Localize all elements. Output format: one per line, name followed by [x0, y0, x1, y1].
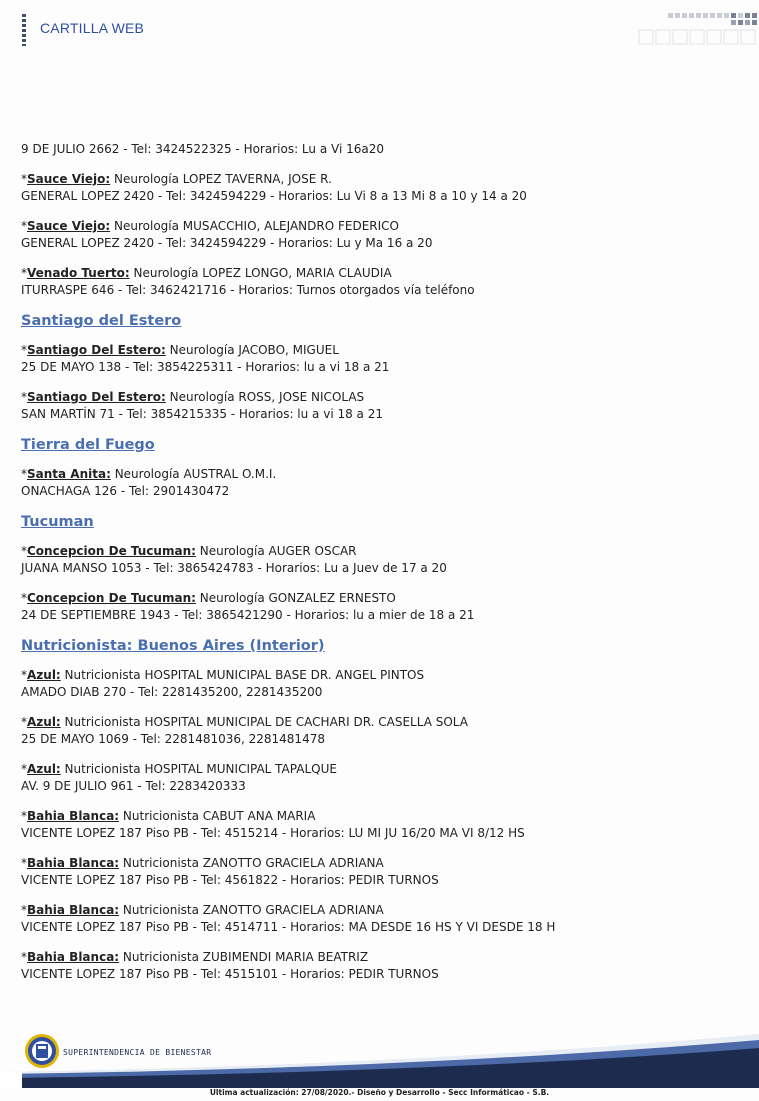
- entry-location-link[interactable]: Concepcion De Tucuman:: [27, 544, 196, 558]
- list-item: [21, 714, 741, 748]
- entry-address: 25 DE MAYO 138 - Tel: 3854225311 - Horarios: lu a vi 18 a 21: [21, 360, 390, 374]
- list-item: [21, 667, 741, 701]
- entry-location-link[interactable]: Venado Tuerto:: [27, 266, 130, 280]
- header-title: CARTILLA WEB: [40, 20, 145, 36]
- entry-address: AMADO DIAB 270 - Tel: 2281435200, 2281435200: [21, 685, 323, 699]
- entry-prefix: *: [21, 390, 27, 404]
- entry-provider: Nutricionista HOSPITAL MUNICIPAL TAPALQUE: [60, 762, 337, 776]
- entry-location-link[interactable]: Concepcion De Tucuman:: [27, 591, 196, 605]
- list-item: [21, 902, 741, 936]
- list-item: [21, 265, 741, 299]
- entry-address: VICENTE LOPEZ 187 Piso PB - Tel: 4561822 - Horarios: PEDIR TURNOS: [21, 873, 439, 887]
- entry-location-link[interactable]: Azul:: [27, 715, 61, 729]
- entry-provider: Nutricionista ZUBIMENDI MARIA BEATRIZ: [119, 950, 369, 964]
- entry-address: VICENTE LOPEZ 187 Piso PB - Tel: 4515214 - Horarios: LU MI JU 16/20 MA VI 8/12 HS: [21, 826, 525, 840]
- list-item: [21, 466, 741, 500]
- entry-address: ONACHAGA 126 - Tel: 2901430472: [21, 484, 230, 498]
- list-item: [21, 590, 741, 624]
- list-item: [21, 389, 741, 423]
- list-item: [21, 141, 741, 158]
- list-item: [21, 342, 741, 376]
- list-item: [21, 808, 741, 842]
- entry-address: 9 DE JULIO 2662 - Tel: 3424522325 - Horarios: Lu a Vi 16a20: [21, 142, 384, 156]
- entry-location-link[interactable]: Bahia Blanca:: [27, 809, 120, 823]
- entry-address: SAN MARTÍN 71 - Tel: 3854215335 - Horarios: lu a vi 18 a 21: [21, 407, 383, 421]
- list-item: [21, 949, 741, 983]
- entry-prefix: *: [21, 544, 27, 558]
- entry-provider: Nutricionista HOSPITAL MUNICIPAL BASE DR. ANGEL PINTOS: [60, 668, 425, 682]
- entry-prefix: *: [21, 219, 27, 233]
- entry-location-link[interactable]: Sauce Viejo:: [27, 172, 111, 186]
- entry-location-link[interactable]: Bahia Blanca:: [27, 950, 120, 964]
- entry-location-link[interactable]: Santiago Del Estero:: [27, 343, 166, 357]
- entry-location-link[interactable]: Bahia Blanca:: [27, 903, 120, 917]
- entry-provider: Neurología GONZALEZ ERNESTO: [195, 591, 396, 605]
- entry-address: VICENTE LOPEZ 187 Piso PB - Tel: 4514711 - Horarios: MA DESDE 16 HS Y VI DESDE 18 H: [21, 920, 556, 934]
- entry-provider: Neurología JACOBO, MIGUEL: [165, 343, 339, 357]
- entry-provider: Neurología MUSACCHIO, ALEJANDRO FEDERICO: [110, 219, 399, 233]
- entry-prefix: *: [21, 809, 27, 823]
- entry-prefix: *: [21, 668, 27, 682]
- entry-address: 25 DE MAYO 1069 - Tel: 2281481036, 2281481478: [21, 732, 325, 746]
- entry-prefix: *: [21, 762, 27, 776]
- entry-address: GENERAL LOPEZ 2420 - Tel: 3424594229 - Horarios: Lu y Ma 16 a 20: [21, 236, 433, 250]
- entry-address: GENERAL LOPEZ 2420 - Tel: 3424594229 - Horarios: Lu Vi 8 a 13 Mi 8 a 10 y 14 a 20: [21, 189, 527, 203]
- entry-provider: Neurología LOPEZ LONGO, MARIA CLAUDIA: [129, 266, 392, 280]
- entry-provider: Nutricionista HOSPITAL MUNICIPAL DE CACHARI DR. CASELLA SOLA: [60, 715, 468, 729]
- entry-address: VICENTE LOPEZ 187 Piso PB - Tel: 4515101 - Horarios: PEDIR TURNOS: [21, 967, 439, 981]
- list-item: [21, 761, 741, 795]
- section-title-santiago-del-estero[interactable]: Santiago del Estero: [21, 313, 182, 329]
- entry-location-link[interactable]: Santiago Del Estero:: [27, 390, 166, 404]
- entry-prefix: *: [21, 172, 27, 186]
- entry-address: AV. 9 DE JULIO 961 - Tel: 2283420333: [21, 779, 246, 793]
- entry-prefix: *: [21, 950, 27, 964]
- entry-provider: Neurología AUGER OSCAR: [195, 544, 357, 558]
- entry-prefix: *: [21, 343, 27, 357]
- entry-address: 24 DE SEPTIEMBRE 1943 - Tel: 3865421290 - Horarios: lu a mier de 18 a 21: [21, 608, 475, 622]
- entry-location-link[interactable]: Santa Anita:: [27, 467, 111, 481]
- entry-prefix: *: [21, 856, 27, 870]
- footer-update-note: Ultima actualización: 27/08/2020.- Diseño y Desarrollo - Secc Informáticao - S.B.: [209, 1088, 550, 1097]
- footer-organization-name: SUPERINTENDENCIA DE BIENESTAR: [63, 1048, 212, 1057]
- list-item: [21, 855, 741, 889]
- entry-provider: Neurología ROSS, JOSE NICOLAS: [165, 390, 365, 404]
- entry-location-link[interactable]: Sauce Viejo:: [27, 219, 111, 233]
- list-item: [21, 543, 741, 577]
- list-item: [21, 171, 741, 205]
- entry-provider: Neurología LOPEZ TAVERNA, JOSE R.: [110, 172, 332, 186]
- list-item: [21, 218, 741, 252]
- header-pixel-decoration-icon: [638, 12, 759, 46]
- entry-prefix: *: [21, 715, 27, 729]
- entry-prefix: *: [21, 903, 27, 917]
- section-title-tierra-del-fuego[interactable]: Tierra del Fuego: [21, 437, 155, 453]
- entry-address: JUANA MANSO 1053 - Tel: 3865424783 - Horarios: Lu a Juev de 17 a 20: [21, 561, 447, 575]
- institution-logo-icon: [24, 1033, 60, 1069]
- entry-location-link[interactable]: Bahia Blanca:: [27, 856, 120, 870]
- entry-address: ITURRASPE 646 - Tel: 3462421716 - Horarios: Turnos otorgados vía teléfono: [21, 283, 475, 297]
- section-title-nutricionista[interactable]: Nutricionista: Buenos Aires (Interior): [21, 638, 325, 654]
- directory-content: [21, 141, 741, 996]
- entry-provider: Nutricionista ZANOTTO GRACIELA ADRIANA: [119, 903, 384, 917]
- entry-prefix: *: [21, 467, 27, 481]
- entry-provider: Nutricionista CABUT ANA MARIA: [119, 809, 316, 823]
- footer-band: [0, 1028, 759, 1088]
- entry-prefix: *: [21, 266, 27, 280]
- entry-location-link[interactable]: Azul:: [27, 668, 61, 682]
- entry-prefix: *: [21, 591, 27, 605]
- entry-provider: Neurología AUSTRAL O.M.I.: [110, 467, 277, 481]
- entry-provider: Nutricionista ZANOTTO GRACIELA ADRIANA: [119, 856, 384, 870]
- section-title-tucuman[interactable]: Tucuman: [21, 514, 94, 530]
- header-accent-bar: [22, 14, 26, 46]
- entry-location-link[interactable]: Azul:: [27, 762, 61, 776]
